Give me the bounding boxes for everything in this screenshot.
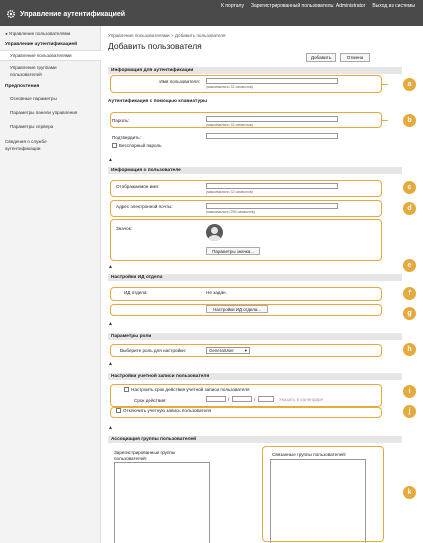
highlight-i	[110, 384, 382, 407]
gear-icon	[6, 9, 16, 19]
display-name-hint: (максимально 32 символов)	[206, 190, 253, 194]
highlight-c	[110, 180, 382, 197]
icon-settings-button[interactable]: Параметры значка...	[206, 247, 260, 255]
back-link[interactable]: ◂ Управление пользователями	[5, 31, 71, 36]
keyboard-auth-head: Аутентификация с помощью клавиатуры	[108, 99, 208, 104]
sidebar-section-title: Управление аутентификацией	[5, 42, 78, 47]
badge-c: c	[403, 181, 416, 194]
dept-id-header: Настройки ИД отдела	[108, 274, 402, 281]
sidebar-item-panel[interactable]: Параметры панели управления	[10, 110, 78, 115]
badge-h: h	[403, 343, 416, 356]
dept-id-label: ИД отдела:	[124, 290, 148, 295]
sidebar-item-groups-line2[interactable]: пользователей	[10, 72, 42, 77]
username-label: Имя пользователя:	[159, 79, 200, 84]
triangle-up-icon[interactable]: ▲	[108, 425, 113, 431]
registered-groups-label-line2: пользователей:	[114, 456, 147, 461]
password-label: Пароль:	[112, 118, 130, 123]
highlight-d	[110, 200, 382, 217]
triangle-up-icon[interactable]: ▲	[108, 361, 113, 367]
chevron-down-icon: ▾	[244, 348, 247, 353]
badge-b: b	[403, 114, 416, 127]
linked-groups-label: Связанные группы пользователей:	[272, 452, 347, 457]
sidebar-item-users[interactable]: Управление пользователями	[0, 50, 101, 61]
date-separator: /	[254, 397, 256, 402]
sidebar-info-line1[interactable]: Сведения о службе	[5, 139, 47, 144]
triangle-up-icon[interactable]: ▲	[108, 157, 113, 163]
badge-g: g	[403, 307, 416, 320]
calendar-link[interactable]: Указать в календаре	[279, 397, 324, 402]
no-password-checkbox[interactable]	[112, 143, 117, 148]
role-label: Выберите роль для настройки:	[120, 348, 187, 353]
sidebar-item-basic[interactable]: Основные параметры	[10, 96, 57, 101]
expiry-label: Срок действия:	[134, 398, 167, 403]
app-title: Управление аутентификацией	[20, 11, 126, 18]
badge-j: j	[403, 405, 416, 418]
portal-link[interactable]: К порталу	[221, 3, 244, 9]
confirm-label: Подтвердить:	[112, 135, 141, 140]
highlight-b	[110, 112, 382, 128]
email-hint: (максимально 256 символов)	[206, 210, 255, 214]
email-label: Адрес электронной почты:	[116, 204, 173, 209]
badge-e: e	[403, 259, 416, 272]
user-info-header: Информация о пользователе	[108, 167, 402, 174]
highlight-k	[262, 446, 384, 542]
badge-connector	[382, 84, 388, 85]
account-header: Настройки учетной записи пользователя	[108, 373, 402, 380]
triangle-up-icon[interactable]: ▲	[108, 264, 113, 270]
top-links	[221, 3, 415, 9]
add-button[interactable]: Добавить	[306, 53, 336, 62]
logout-link[interactable]: Выход из системы	[372, 3, 415, 9]
groups-header: Ассоциация группы пользователей	[108, 436, 402, 443]
logged-in-user: Зарегистрированный пользователь: Administrator	[250, 3, 366, 9]
expiry-check-label: Настроить срок действия учетной записи пользователя	[131, 387, 250, 392]
badge-d: d	[403, 202, 416, 215]
highlight-a	[110, 75, 382, 93]
username-hint: (максимально 32 символов)	[206, 85, 253, 89]
badge-f: f	[403, 287, 416, 300]
password-hint: (максимально 32 символов)	[206, 123, 253, 127]
no-password-label: Бесспорный пароль	[119, 143, 162, 148]
highlight-g	[110, 304, 382, 316]
role-header: Параметры роли	[108, 333, 402, 340]
sidebar-info-line2[interactable]: аутентификации	[5, 146, 41, 151]
disable-account-label: Отключить учетную запись пользователя	[123, 408, 212, 413]
sidebar-item-server[interactable]: Параметры сервера	[10, 124, 54, 129]
highlight-h	[110, 344, 382, 357]
sidebar	[0, 26, 101, 543]
sidebar-item-groups[interactable]: Управление группами	[10, 65, 57, 70]
highlight-f	[110, 287, 382, 301]
breadcrumb: Управление пользователями > Добавить пользователя	[108, 33, 226, 38]
role-value: GeneralUser	[209, 348, 234, 353]
sidebar-settings-head: Предпочтения	[5, 84, 40, 89]
badge-k: k	[403, 486, 416, 499]
badge-connector	[382, 120, 388, 121]
back-link-label: Управление пользователями	[8, 31, 71, 36]
highlight-e	[110, 219, 382, 261]
triangle-up-icon[interactable]: ▲	[108, 321, 113, 327]
highlight-j	[110, 407, 382, 418]
badge-a: a	[403, 78, 416, 91]
display-name-label: Отображаемое имя:	[116, 184, 160, 189]
date-separator: /	[228, 397, 230, 402]
registered-groups-label: Зарегистрированные группы	[114, 450, 176, 455]
page-title: Добавить пользователя	[108, 41, 202, 51]
registered-groups-list[interactable]	[114, 462, 210, 543]
confirm-password-input[interactable]	[206, 133, 338, 139]
top-bar	[0, 0, 423, 26]
dept-id-settings-button[interactable]: Настройки ИД отдела...	[206, 305, 268, 313]
dept-id-value: Не задан.	[206, 290, 227, 295]
cancel-button[interactable]: Отмена	[340, 53, 370, 62]
auth-info-header: Информация для аутентификации	[108, 67, 402, 74]
badge-i: i	[403, 385, 416, 398]
icon-label: Значок:	[116, 226, 132, 231]
